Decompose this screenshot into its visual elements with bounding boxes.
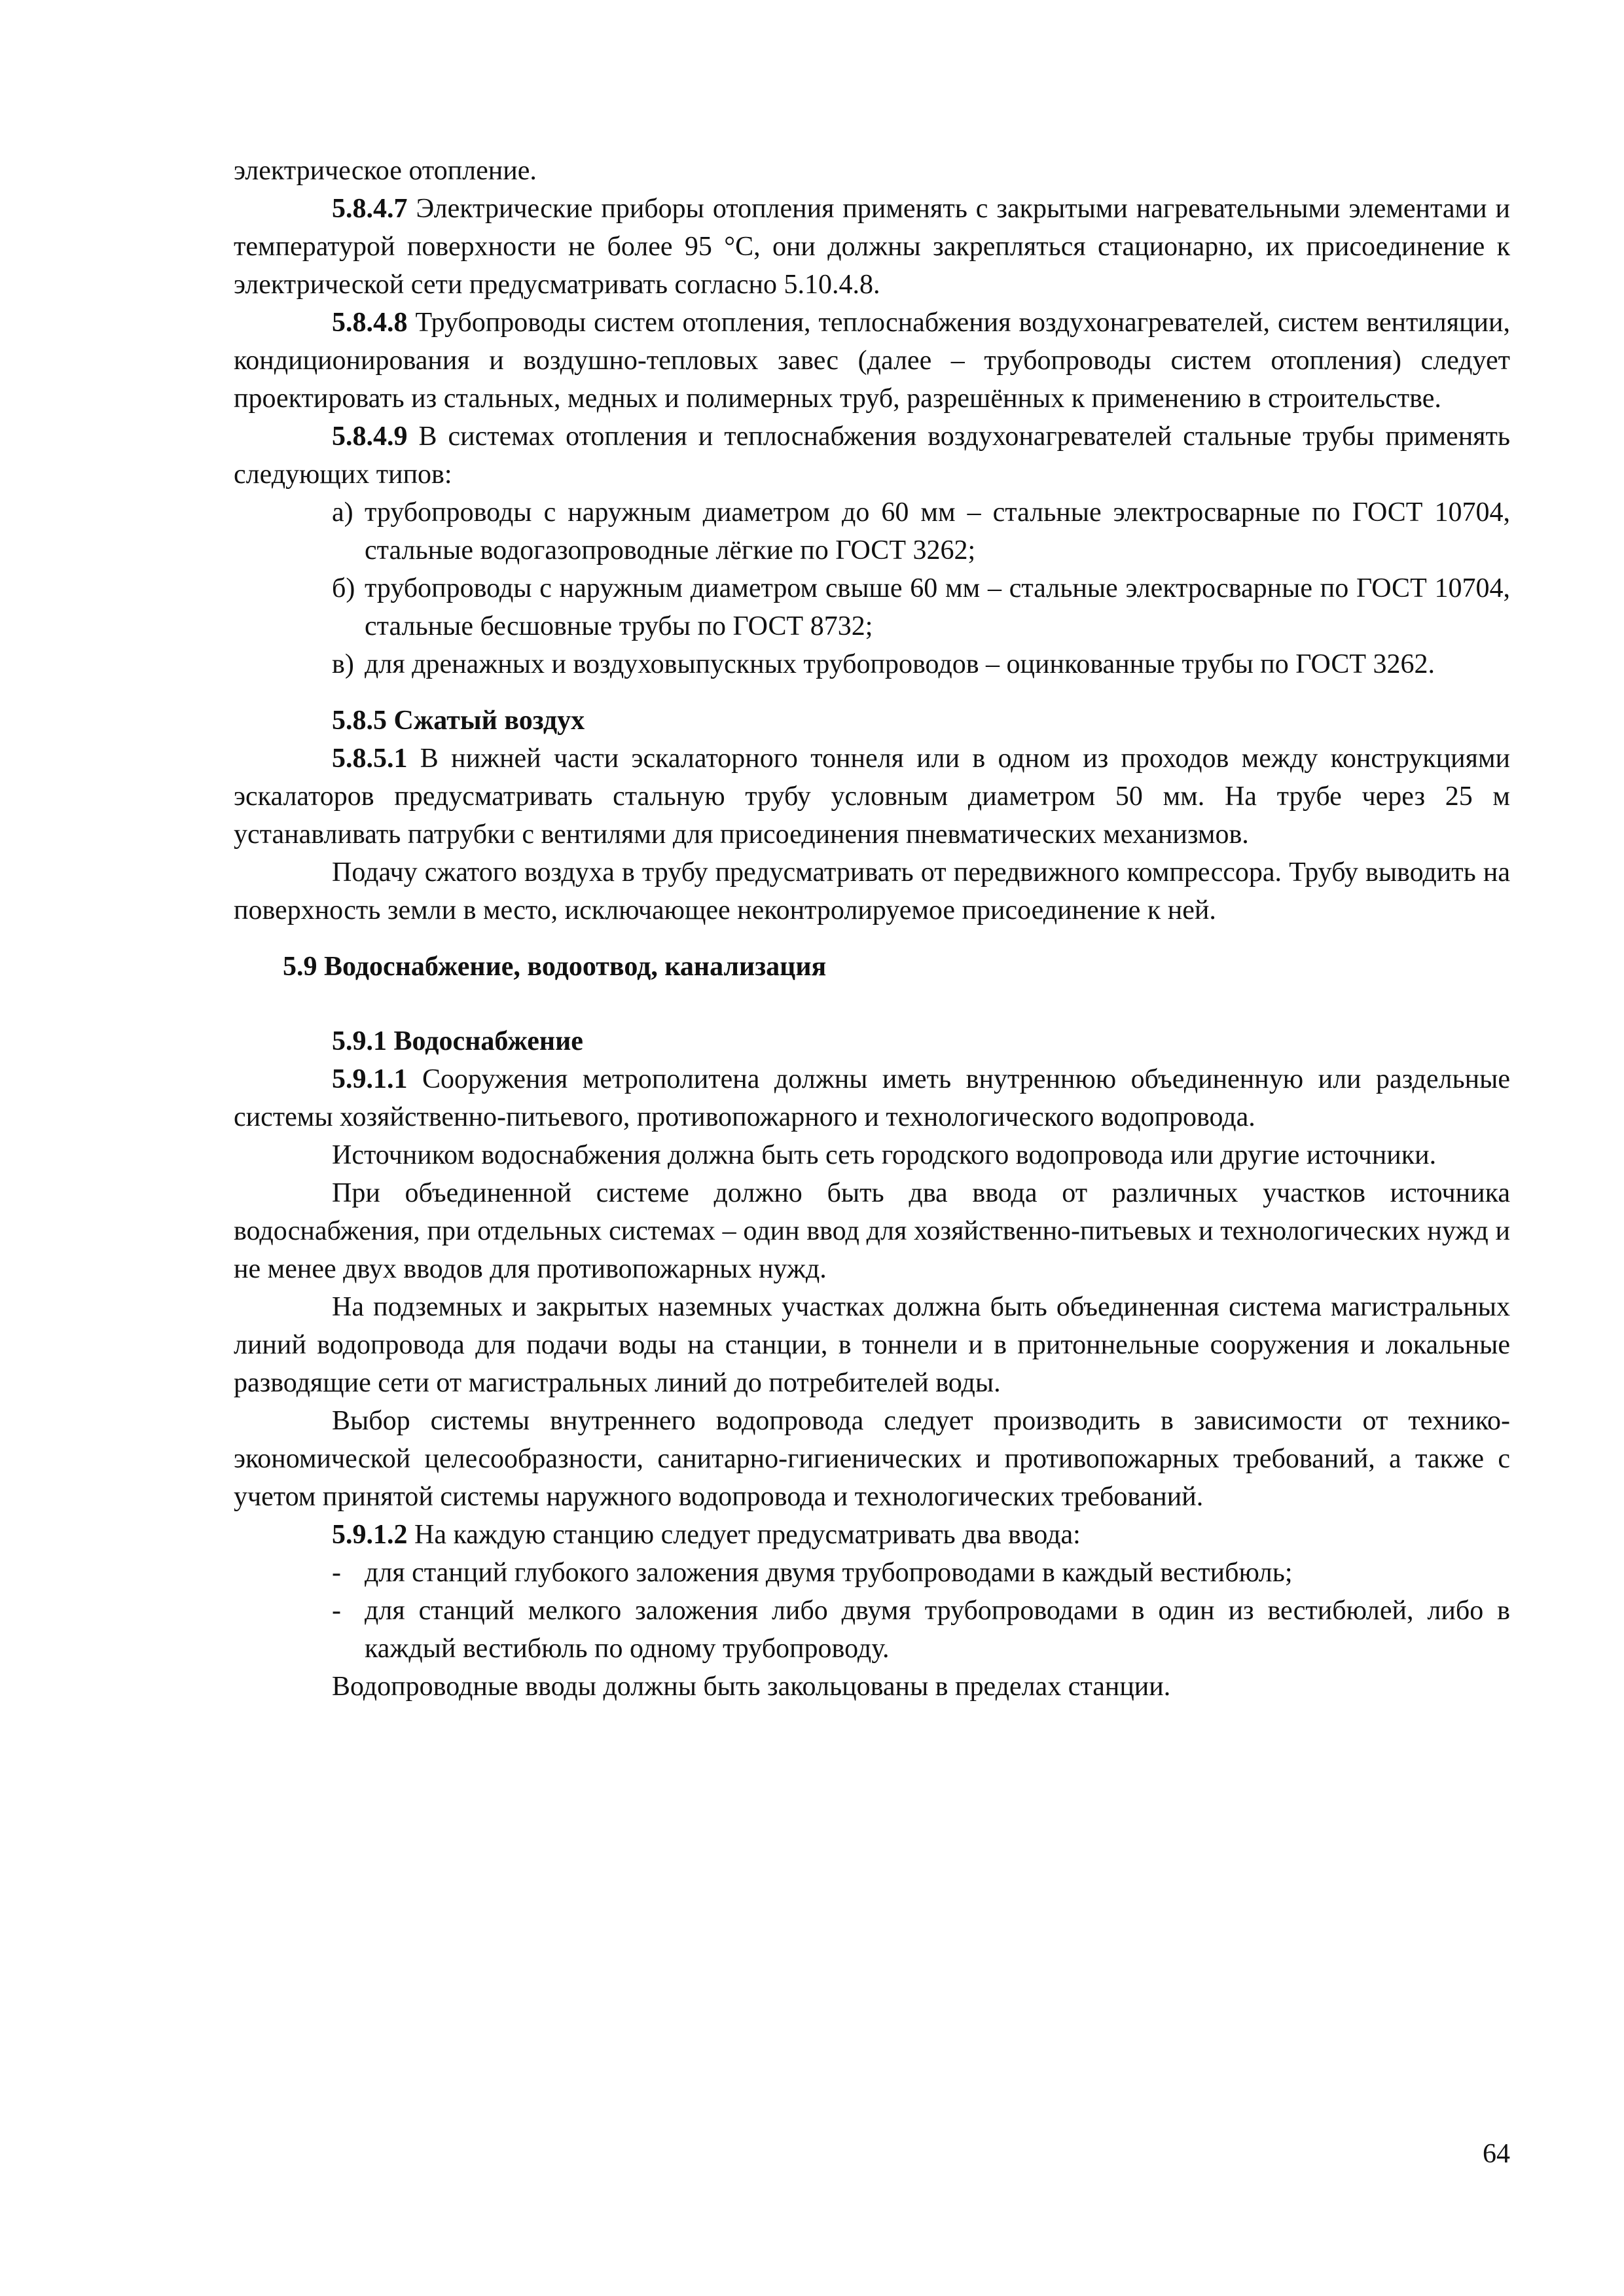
list-item-text: для станций глубокого заложения двумя трубопроводами в каждый вестибюль; bbox=[365, 1558, 1293, 1588]
clause-5-8-4-9 bbox=[234, 418, 1510, 493]
list-item-text: трубопроводы с наружным диаметром до 60 мм – стальные электросварные по ГОСТ 10704, стальные водогазопроводные лёгкие по ГОСТ 3262; bbox=[365, 497, 1510, 565]
spacer bbox=[234, 683, 1510, 702]
page-number: 64 bbox=[1483, 2139, 1510, 2169]
paragraph: Водопроводные вводы должны быть закольцованы в пределах станции. bbox=[332, 1672, 1171, 1702]
list-marker: б) bbox=[332, 573, 355, 603]
list-item bbox=[234, 1592, 1510, 1668]
paragraph: Выбор системы внутреннего водопровода следует производить в зависимости от технико-экономической целесообразности, санитарно-гигиенических и противопожарных требований, а также с учетом принятой системы наружного водопровода и технологических требований. bbox=[234, 1406, 1510, 1512]
clause-number: 5.9.1.1 bbox=[332, 1064, 408, 1094]
paragraph: На подземных и закрытых наземных участках должна быть объединенная система магистральных линий водопровода для подачи воды на станции, в тоннели и в притоннельные сооружения и локальные разводящие сети от магистральных линий до потребителей воды. bbox=[234, 1292, 1510, 1398]
clause-number: 5.9.1.2 bbox=[332, 1520, 408, 1550]
list-item-text: для дренажных и воздуховыпускных трубопроводов – оцинкованные трубы по ГОСТ 3262. bbox=[365, 649, 1435, 679]
clause-text: Электрические приборы отопления применять с закрытыми нагревательными элементами и температурой поверхности не более 95 °С, они должны закрепляться стационарно, их присоединение к электрической сети предусматривать согласно 5.10.4.8. bbox=[234, 194, 1510, 300]
clause-5-9-1-2 bbox=[234, 1516, 1510, 1554]
clause-number: 5.8.4.9 bbox=[332, 422, 408, 452]
page-content bbox=[234, 152, 1510, 1706]
list-marker: - bbox=[332, 1596, 341, 1626]
clause-5-9-1-1 bbox=[234, 1060, 1510, 1136]
clause-text: На каждую станцию следует предусматривать два ввода: bbox=[407, 1520, 1081, 1550]
paragraph: При объединенной системе должно быть два ввода от различных участков источника водоснабжения, при отдельных системах – один ввод для хозяйственно-питьевых и технологических нужд и не менее двух вводов для противопожарных нужд. bbox=[234, 1178, 1510, 1284]
list-marker: а) bbox=[332, 497, 353, 528]
clause-number: 5.8.4.7 bbox=[332, 194, 408, 224]
list-item bbox=[234, 1554, 1510, 1592]
station-inputs-list bbox=[234, 1554, 1510, 1668]
list-marker: - bbox=[332, 1558, 341, 1588]
spacer bbox=[234, 929, 1510, 948]
list-item bbox=[234, 569, 1510, 645]
clause-5-8-4-8 bbox=[234, 304, 1510, 418]
clause-number: 5.8.5.1 bbox=[332, 744, 408, 774]
list-marker: в) bbox=[332, 649, 354, 679]
section-heading-5-9-1: 5.9.1 Водоснабжение bbox=[332, 1026, 583, 1056]
list-item-text: трубопроводы с наружным диаметром свыше 60 мм – стальные электросварные по ГОСТ 10704, стальные бесшовные трубы по ГОСТ 8732; bbox=[365, 573, 1510, 641]
spacer bbox=[234, 986, 1510, 1022]
clause-5-8-5-1 bbox=[234, 740, 1510, 853]
list-item-text: для станций мелкого заложения либо двумя трубопроводами в один из вестибюлей, либо в каждый вестибюль по одному трубопроводу. bbox=[365, 1596, 1510, 1664]
clause-text: Сооружения метрополитена должны иметь внутреннюю объединенную или раздельные системы хозяйственно-питьевого, противопожарного и технологического водопровода. bbox=[234, 1064, 1510, 1132]
paragraph: электрическое отопление. bbox=[234, 156, 537, 186]
section-heading-5-8-5: 5.8.5 Сжатый воздух bbox=[332, 706, 585, 736]
pipe-types-list bbox=[234, 493, 1510, 683]
paragraph: Подачу сжатого воздуха в трубу предусматривать от передвижного компрессора. Трубу выводить на поверхность земли в место, исключающее неконтролируемое присоединение к ней. bbox=[234, 857, 1510, 925]
clause-text: В системах отопления и теплоснабжения воздухонагревателей стальные трубы применять следующих типов: bbox=[234, 422, 1510, 490]
list-item bbox=[234, 493, 1510, 569]
list-item bbox=[234, 645, 1510, 683]
clause-text: В нижней части эскалаторного тоннеля или в одном из проходов между конструкциями эскалаторов предусматривать стальную трубу условным диаметром 50 мм. На трубе через 25 м устанавливать патрубки с вентилями для присоединения пневматических механизмов. bbox=[234, 744, 1510, 850]
clause-number: 5.8.4.8 bbox=[332, 308, 408, 338]
paragraph: Источником водоснабжения должна быть сеть городского водопровода или другие источники. bbox=[332, 1140, 1437, 1170]
clause-text: Трубопроводы систем отопления, теплоснабжения воздухонагревателей, систем вентиляции, кондиционирования и воздушно-тепловых завес (далее – трубопроводы систем отопления) следует проектировать из стальных, медных и полимерных труб, разрешённых к применению в строительстве. bbox=[234, 308, 1510, 414]
clause-5-8-4-7 bbox=[234, 190, 1510, 304]
section-heading-5-9: 5.9 Водоснабжение, водоотвод, канализация bbox=[283, 952, 827, 982]
